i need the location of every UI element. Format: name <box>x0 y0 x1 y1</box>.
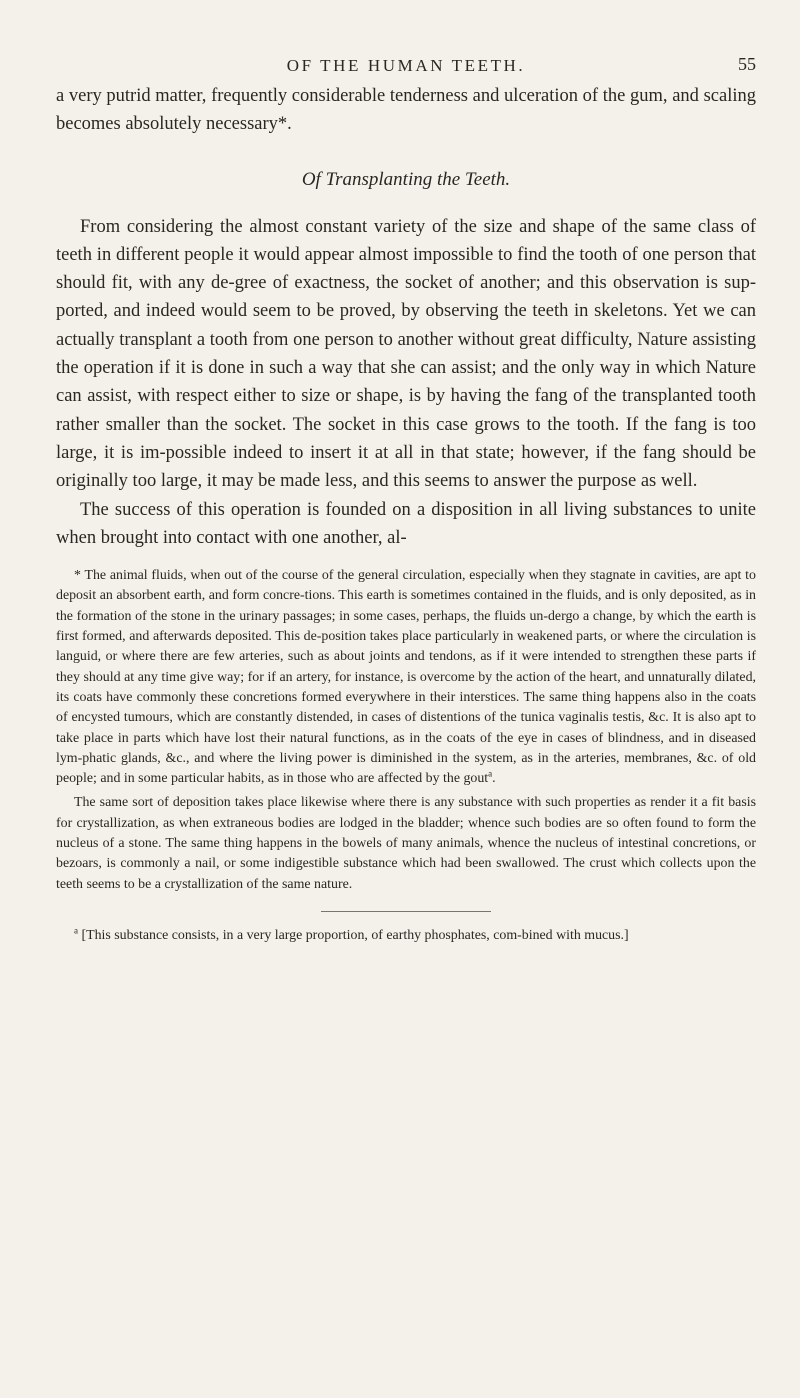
footnotes <box>56 566 756 946</box>
footnote-divider <box>321 911 491 912</box>
footnote-end: . <box>492 771 496 787</box>
paragraph-continued: a very putrid matter, frequently considerable tenderness and ulceration of the gum, and scaling becomes absolutely necessary*. <box>56 86 756 135</box>
footnote-marker: a <box>488 768 493 779</box>
editor-note <box>56 926 756 946</box>
editor-note-text: [This substance consists, in a very large proportion, of earthy phosphates, com-bined with mucus.] <box>81 927 629 943</box>
body-text <box>56 82 756 552</box>
footnote-crystallization: The same sort of deposition takes place likewise where there is any substance with such properties as render it a fit basis for crystallization, as when extraneous bodies are lodged in the bladder; whence such bodies are so often found to form the nucleus of a stone. The same thing happens in the bowels of many animals, whence the nucleus of intestinal concretions, or bezoars, is commonly a nail, or some indigestible substance which had been swallowed. The crust which collects upon the teeth seems to be a crystallization of the same nature. <box>56 795 756 892</box>
footnote-text: * The animal fluids, when out of the course of the general circulation, especially when they stagnate in cavities, are apt to deposit an absorbent earth, and form concre-tions. This earth is sometimes contained in the fluids, and is only deposited, as in the formation of the stone in the urinary passages; in some cases, perhaps, the fluids un-dergo a change, by which the earth is first formed, and afterwards deposited. This de-position takes place particularly in weakened parts, or where the circulation is languid, or where there are few arteries, such as about joints and tendons, as if it were intended to strengthen these parts if they should at any time give way; for if an artery, for instance, is overcome by the action of the heart, and unnaturally dilated, its coats have commonly these concretions formed everywhere in their interstices. The same thing happens also in the coats of encysted tumours, which are constantly distended, in cases of distentions of the tunica vaginalis testis, &c. It is also apt to take place in parts which have lost their natural functions, as in the coats of the eye in cases of blindness, and in diseased lym-phatic glands, &c., and where the living power is diminished in the system, as in the arteries, membranes, &c. of old people; and in some particular habits, as in those who are affected by the gout <box>56 568 756 787</box>
section-title: Of Transplanting the Teeth. <box>301 168 511 190</box>
paragraph-transplanting: From considering the almost constant variety of the size and shape of the same class of teeth in different people it would appear almost impossible to find the tooth of one person that should fit, with any de-gree of exactness, the socket of another; and this observation is sup-ported, and indeed would seem to be proved, by observing the teeth in skeletons. Yet we can actually transplant a tooth from one person to another without great difficulty, Nature assisting the operation if it is done in such a way that she can assist; and the only way in which Nature can assist, with respect either to size or shape, is by having the fang of the transplanted tooth rather smaller than the socket. The socket in this case grows to the tooth. If the fang is too large, it is im-possible indeed to insert it at all in that state; however, if the fang should be originally too large, it may be made less, and this seems to answer the purpose as well. <box>56 216 756 492</box>
paragraph-success: The success of this operation is founded on a disposition in all living substances to unite when brought into contact with one another, al- <box>56 499 756 548</box>
page-number: 55 <box>738 54 756 74</box>
editor-note-marker: a <box>74 925 78 936</box>
running-title: OF THE HUMAN TEETH. <box>286 56 526 75</box>
footnote-animal-fluids <box>56 566 756 789</box>
running-head <box>56 0 756 82</box>
